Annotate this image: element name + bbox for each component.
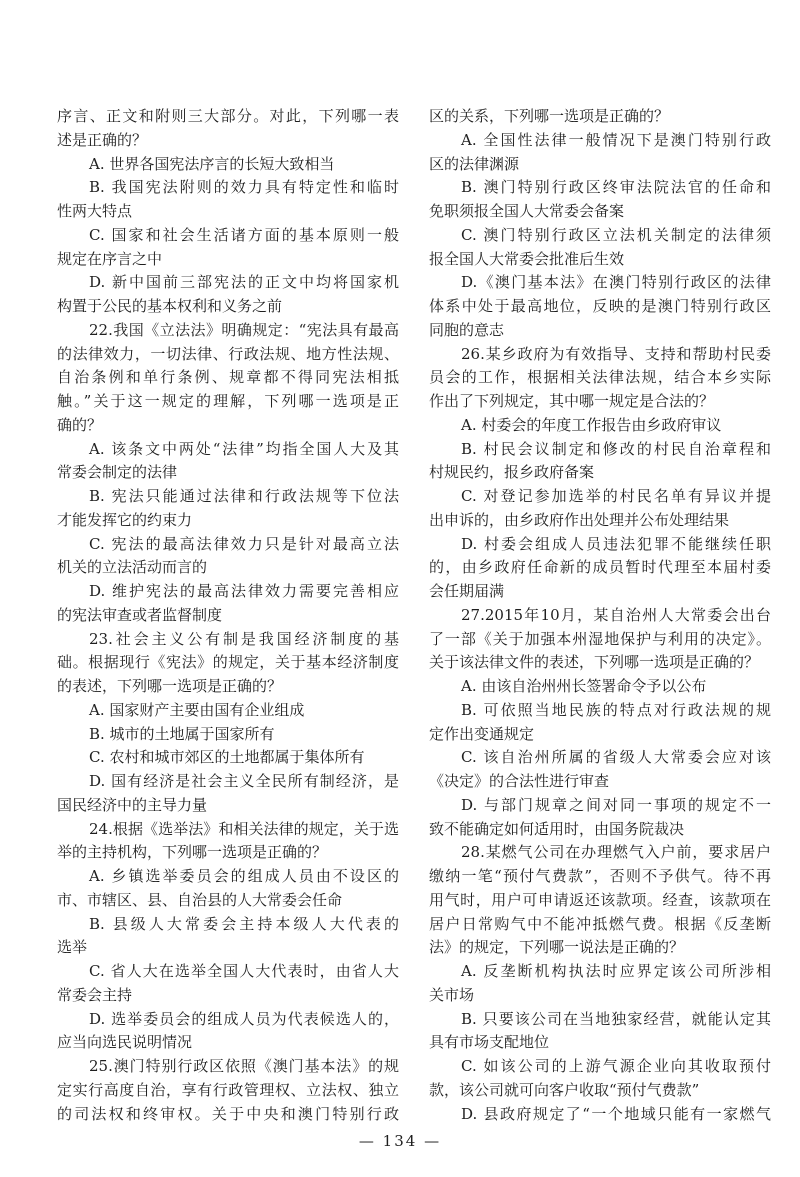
text-line: 区的关系，下列哪一选项是正确的？ — [429, 107, 670, 125]
text-line: 会任期届满 — [429, 582, 505, 600]
answer-option — [429, 129, 771, 177]
answer-option — [57, 723, 399, 747]
text-line: 致不能确定如何适用时，由国务院裁决 — [429, 819, 685, 838]
text-line: 构置于公民的基本权利和义务之前 — [57, 297, 283, 315]
page-number: — 134 — — [358, 1132, 442, 1150]
text-line: 的，由乡政府任命新的成员暂时代理至本届村委 — [429, 558, 771, 577]
text-line: 出申诉的，由乡政府作出处理并公布处理结果 — [429, 510, 730, 529]
text-line: 础。根据现行《宪法》的规定，关于基本经济制度 — [57, 653, 399, 672]
answer-option — [57, 913, 399, 961]
text-line: 报全国人大常委会批准后生效 — [429, 249, 625, 268]
text-line: 常委会主持 — [57, 985, 133, 1004]
continued-text — [57, 105, 399, 153]
answer-option — [57, 438, 399, 486]
text-line: A. 国家财产主要由国有企业组成 — [89, 700, 305, 719]
text-line: C. 宪法的最高法律效力只是针对最高立法 — [89, 534, 399, 553]
text-line: A. 村委会的年度工作报告由乡政府审议 — [461, 415, 722, 434]
text-line: 国民经济中的主导力量 — [57, 795, 208, 814]
text-line: 作出了下列规定，其中哪一规定是合法的？ — [429, 392, 715, 410]
text-line: 体系中处于最高地位，反映的是澳门特别行政区 — [429, 297, 771, 315]
question-stem — [57, 628, 399, 699]
answer-option — [57, 1008, 399, 1056]
text-line: 关市场 — [429, 985, 475, 1004]
text-line: 村规民约，报乡政府备案 — [429, 463, 595, 482]
answer-option — [57, 271, 399, 319]
answer-option — [429, 271, 771, 342]
answer-option — [57, 699, 399, 723]
text-line: 25.澳门特别行政区依照《澳门基本法》的规 — [89, 1057, 399, 1075]
text-line: 具有市场支配地位 — [429, 1033, 550, 1052]
answer-option — [429, 224, 771, 272]
answer-option — [429, 438, 771, 486]
text-line: 款，该公司就可向客户收取“预付气费款” — [429, 1080, 700, 1099]
text-line: A. 该条文中两处“法律”均指全国人大及其 — [89, 439, 399, 458]
continued-text — [429, 105, 771, 129]
text-line: 关于该法律文件的表述，下列哪一选项是正确的？ — [429, 653, 760, 672]
text-line: 23.社会主义公有制是我国经济制度的基 — [89, 629, 399, 648]
text-line: 确的？ — [57, 415, 103, 434]
text-line: 的宪法审查或者监督制度 — [57, 605, 223, 624]
answer-option — [57, 533, 399, 581]
text-line: 应当向选民说明情况 — [57, 1033, 193, 1052]
text-line: D. 选举委员会的组成人员为代表候选人的， — [89, 1009, 399, 1028]
answer-option — [57, 224, 399, 272]
text-line: 序言、正文和附则三大部分。对此，下列哪一表 — [57, 107, 399, 125]
text-line: D. 与部门规章之间对同一事项的规定不一 — [461, 795, 771, 814]
text-line: 性两大特点 — [57, 202, 133, 220]
text-line: 《决定》的合法性进行审查 — [429, 772, 610, 790]
answer-option — [57, 176, 399, 224]
text-line: D.《澳门基本法》在澳门特别行政区的法律 — [461, 273, 771, 292]
text-line: 区的法律渊源 — [429, 154, 520, 173]
text-line: 规定在序言之中 — [57, 249, 163, 268]
text-line: D. 县政府规定了“一个地域只能有一家燃气 — [461, 1104, 771, 1123]
question-stem — [429, 604, 771, 675]
text-line: 同胞的意志 — [429, 320, 505, 339]
text-line: B. 澳门特别行政区终审法院法官的任命和 — [461, 178, 771, 197]
answer-option — [429, 960, 771, 1008]
answer-option — [429, 1008, 771, 1056]
text-line: C. 国家和社会生活诸方面的基本原则一般 — [89, 225, 399, 244]
question-stem — [429, 343, 771, 414]
question-stem — [429, 841, 771, 960]
answer-option — [429, 414, 771, 438]
text-line: C. 对登记参加选举的村民名单有异议并提 — [461, 487, 771, 505]
right-column — [429, 105, 771, 1126]
text-line: 才能发挥它的约束力 — [57, 510, 193, 529]
text-line: 27.2015年10月，某自治州人大常委会出台 — [461, 605, 771, 624]
text-line: 自治条例和单行条例、规章都不得同宪法相抵 — [57, 368, 399, 387]
text-line: 28.某燃气公司在办理燃气入户前，要求居户 — [461, 843, 771, 862]
text-line: A. 全国性法律一般情况下是澳门特别行政 — [461, 130, 771, 149]
answer-option — [429, 1055, 771, 1103]
text-line: C. 如该公司的上游气源企业向其收取预付 — [461, 1057, 771, 1075]
answer-option — [429, 746, 771, 794]
text-line: 法》的规定，下列哪一说法是正确的？ — [429, 938, 685, 957]
text-line: A. 世界各国宪法序言的长短大致相当 — [89, 154, 335, 173]
answer-option — [57, 580, 399, 628]
text-line: A. 由该自治州州长签署命令予以公布 — [461, 677, 707, 695]
text-line: B. 村民会议制定和修改的村民自治章程和 — [461, 439, 771, 458]
question-stem — [57, 1055, 399, 1126]
answer-option — [429, 485, 771, 533]
text-line: 免职须报全国人大常委会备案 — [429, 202, 625, 220]
text-line: A. 乡镇选举委员会的组成人员由不设区的 — [89, 867, 399, 885]
text-line: 定作出变通规定 — [429, 724, 535, 743]
text-line: 26.某乡政府为有效指导、支持和帮助村民委 — [461, 344, 771, 363]
text-line: 常委会制定的法律 — [57, 463, 178, 482]
left-column — [57, 105, 399, 1126]
text-line: B. 我国宪法附则的效力具有特定性和临时 — [89, 178, 399, 197]
text-line: B. 宪法只能通过法律和行政法规等下位法 — [89, 487, 399, 505]
answer-option — [57, 770, 399, 818]
text-line: C. 农村和城市郊区的土地都属于集体所有 — [89, 748, 365, 767]
answer-option — [429, 699, 771, 747]
text-line: C. 省人大在选举全国人大代表时，由省人大 — [89, 962, 399, 980]
text-line: 触。”关于这一规定的理解，下列哪一选项是正 — [57, 392, 399, 410]
text-line: 的法律效力，一切法律、行政法规、地方性法规、 — [57, 344, 399, 363]
text-line: 了一部《关于加强本州湿地保护与利用的决定》。 — [429, 629, 771, 648]
text-line: 市、市辖区、县、自治县的人大常委会任命 — [57, 890, 343, 909]
text-line: 居户日常购气中不能冲抵燃气费。根据《反垄断 — [429, 914, 771, 933]
text-line: D. 新中国前三部宪法的正文中均将国家机 — [89, 273, 399, 292]
text-line: B. 县级人大常委会主持本级人大代表的 — [89, 914, 399, 933]
text-line: 述是正确的？ — [57, 130, 148, 149]
answer-option — [429, 675, 771, 699]
text-line: B. 可依照当地民族的特点对行政法规的规 — [461, 700, 771, 719]
text-line: B. 城市的土地属于国家所有 — [89, 724, 275, 743]
answer-option — [429, 1103, 771, 1127]
text-line: 员会的工作，根据相关法律法规，结合本乡实际 — [429, 368, 771, 387]
answer-option — [57, 485, 399, 533]
text-line: 机关的立法活动而言的 — [57, 558, 208, 577]
text-line: C. 该自治州所属的省级人大常委会应对该 — [461, 748, 771, 767]
question-stem — [57, 818, 399, 866]
text-line: D. 国有经济是社会主义全民所有制经济，是 — [89, 772, 399, 790]
answer-option — [429, 176, 771, 224]
text-line: 22.我国《立法法》明确规定：“宪法具有最高 — [89, 320, 399, 339]
answer-option — [57, 746, 399, 770]
answer-option — [429, 533, 771, 604]
answer-option — [57, 153, 399, 177]
text-line: 的司法权和终审权。关于中央和澳门特别行政 — [57, 1104, 399, 1123]
text-line: 的表述，下列哪一选项是正确的？ — [57, 677, 283, 695]
text-line: B. 只要该公司在当地独家经营，就能认定其 — [461, 1009, 771, 1028]
text-line: 用气时，用户可申请返还该款项。经查，该款项在 — [429, 890, 771, 909]
question-stem — [57, 319, 399, 438]
text-line: D. 维护宪法的最高法律效力需要完善相应 — [89, 582, 399, 600]
text-line: 定实行高度自治，享有行政管理权、立法权、独立 — [57, 1080, 399, 1099]
text-line: A. 反垄断机构执法时应界定该公司所涉相 — [461, 962, 771, 980]
text-line: 选举 — [57, 938, 88, 957]
text-line: 举的主持机构，下列哪一选项是正确的？ — [57, 843, 328, 862]
answer-option — [429, 794, 771, 842]
text-line: C. 澳门特别行政区立法机关制定的法律须 — [461, 225, 771, 244]
answer-option — [57, 960, 399, 1008]
answer-option — [57, 865, 399, 913]
text-line: D. 村委会组成人员违法犯罪不能继续任职 — [461, 534, 771, 553]
text-line: 24.根据《选举法》和相关法律的规定，关于选 — [89, 819, 399, 838]
text-line: 缴纳一笔“预付气费款”，否则不予供气。待不再 — [429, 867, 771, 885]
